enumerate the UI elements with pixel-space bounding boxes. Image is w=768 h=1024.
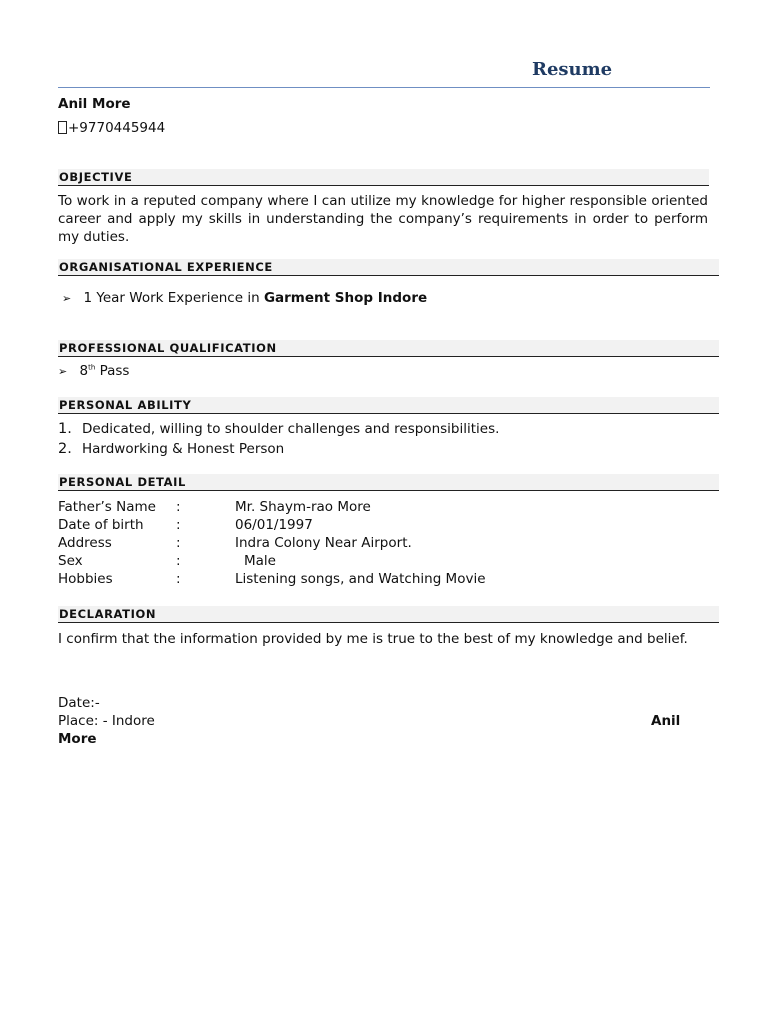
date-label: Date:- — [58, 695, 100, 711]
ability-number: 1. — [58, 421, 72, 437]
detail-colon: : — [176, 517, 181, 533]
detail-colon: : — [176, 553, 181, 569]
resume-title: Resume — [532, 59, 613, 80]
signature-last-name: More — [58, 731, 97, 747]
ability-text: Dedicated, willing to shoulder challenges and responsibilities. — [82, 421, 500, 437]
detail-value: 06/01/1997 — [235, 517, 313, 533]
section-objective: OBJECTIVE — [58, 169, 709, 186]
bullet-arrow-icon: ➢ — [62, 292, 72, 305]
qualification-item — [58, 363, 129, 379]
experience-item — [62, 290, 427, 306]
phone-number: +9770445944 — [68, 120, 166, 136]
detail-label: Date of birth — [58, 517, 144, 533]
qualification-text: Pass — [99, 363, 130, 379]
section-experience: ORGANISATIONAL EXPERIENCE — [58, 259, 719, 276]
title-divider — [58, 87, 710, 88]
detail-value: Listening songs, and Watching Movie — [235, 571, 486, 587]
detail-value: Mr. Shaym-rao More — [235, 499, 371, 515]
section-ability: PERSONAL ABILITY — [58, 397, 719, 414]
section-qualification: PROFESSIONAL QUALIFICATION — [58, 340, 719, 357]
detail-label: Address — [58, 535, 112, 551]
place-label: Place: - Indore — [58, 713, 155, 729]
detail-colon: : — [176, 535, 181, 551]
qualification-number: 8 — [79, 363, 89, 379]
phone-icon — [58, 121, 67, 134]
detail-colon: : — [176, 499, 181, 515]
section-declaration: DECLARATION — [58, 606, 719, 623]
bullet-arrow-icon: ➢ — [58, 365, 68, 378]
detail-label: Father’s Name — [58, 499, 156, 515]
objective-text: To work in a reputed company where I can utilize my knowledge for higher responsible oriented career and apply my skills in understanding the company’s requirements in order to perform my duties. — [58, 193, 708, 245]
detail-colon: : — [176, 571, 181, 587]
ability-number: 2. — [58, 441, 72, 457]
candidate-name: Anil More — [58, 96, 131, 112]
experience-prefix: 1 Year Work Experience in — [83, 290, 260, 306]
ability-text: Hardworking & Honest Person — [82, 441, 285, 457]
detail-value: Indra Colony Near Airport. — [235, 535, 412, 551]
ability-item — [58, 421, 500, 437]
qualification-superscript: th — [88, 363, 96, 372]
declaration-text: I confirm that the information provided by me is true to the best of my knowledge and belief. — [58, 631, 688, 647]
detail-label: Sex — [58, 553, 83, 569]
ability-item — [58, 441, 285, 457]
phone-line — [58, 120, 165, 136]
experience-company: Garment Shop Indore — [263, 290, 428, 306]
detail-label: Hobbies — [58, 571, 113, 587]
signature-first-name: Anil — [651, 713, 681, 729]
section-personal-detail: PERSONAL DETAIL — [58, 474, 719, 491]
detail-value: Male — [244, 553, 276, 569]
